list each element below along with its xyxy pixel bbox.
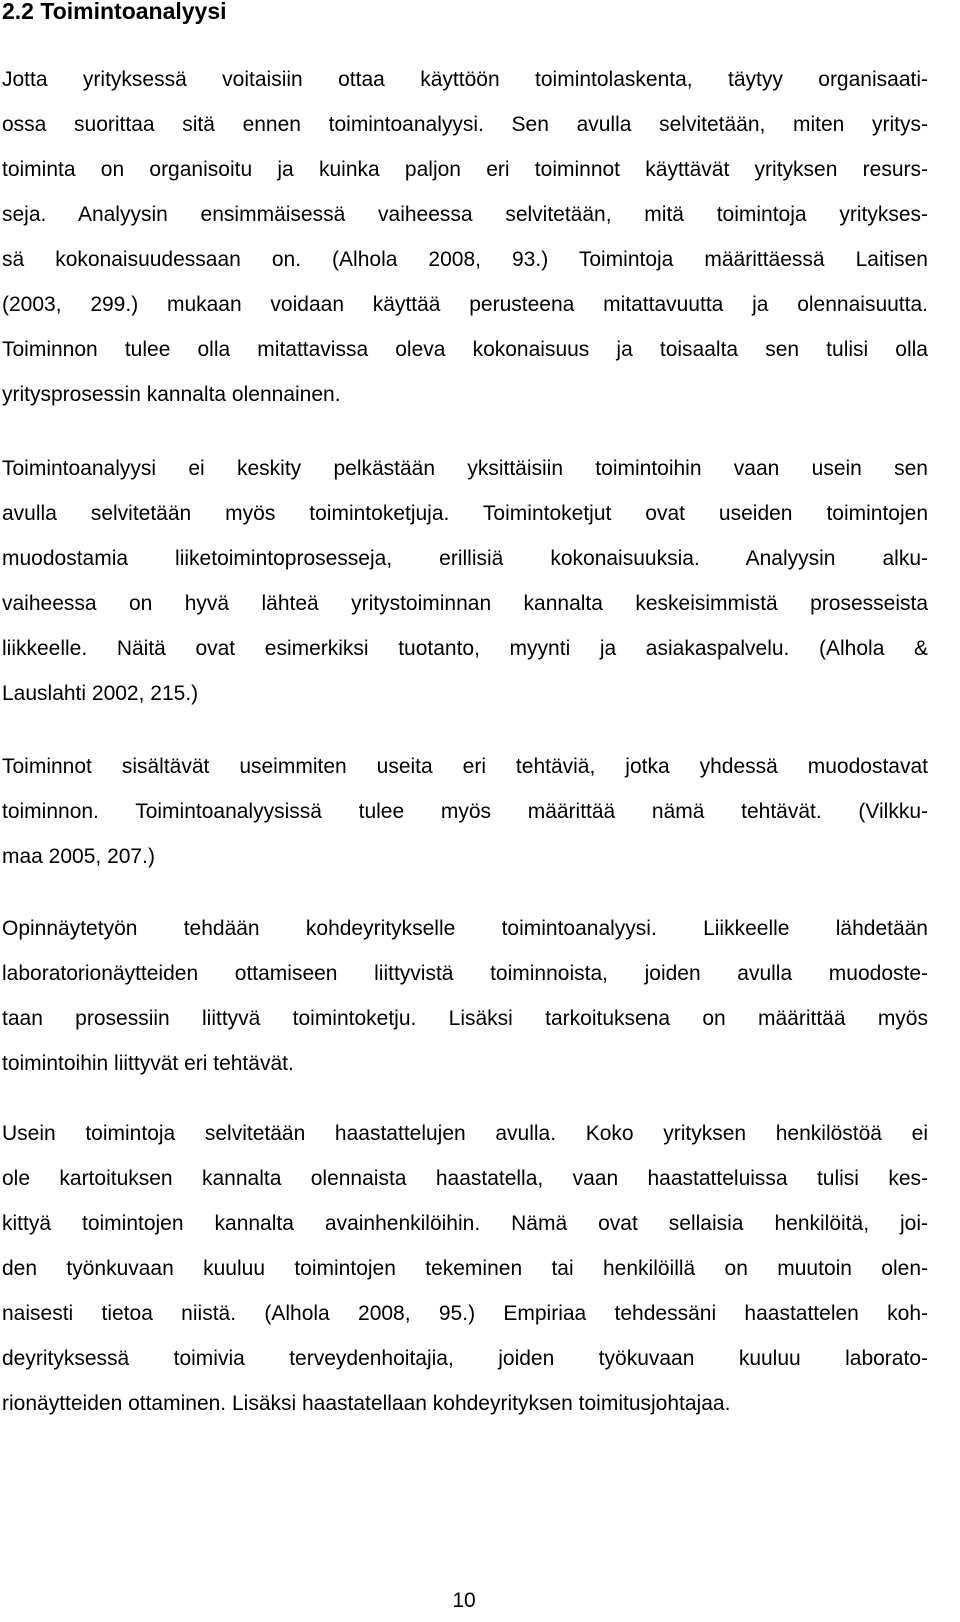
text-line: Toiminnot sisältävät useimmiten useita eri tehtäviä, jotka yhdessä muodostavat bbox=[2, 755, 928, 778]
text-line: sä kokonaisuudessaan on. (Alhola 2008, 93.) Toimintoja määrittäessä Laitisen bbox=[2, 248, 928, 271]
text-line: ossa suorittaa sitä ennen toimintoanalyysi. Sen avulla selvitetään, miten yritys- bbox=[2, 113, 928, 136]
page-number: 10 bbox=[452, 1589, 476, 1612]
text-line: (2003, 299.) mukaan voidaan käyttää perusteena mitattavuutta ja olennaisuutta. bbox=[2, 293, 928, 316]
text-line: toiminnon. Toimintoanalyysissä tulee myös määrittää nämä tehtävät. (Vilkku- bbox=[2, 800, 928, 823]
text-line: avulla selvitetään myös toimintoketjuja. Toimintoketjut ovat useiden toimintojen bbox=[2, 502, 928, 525]
text-line: yritysprosessin kannalta olennainen. bbox=[2, 383, 341, 406]
text-line: rionäytteiden ottaminen. Lisäksi haastatellaan kohdeyrityksen toimitusjohtajaa. bbox=[2, 1392, 731, 1415]
text-line: deyrityksessä toimivia terveydenhoitajia, joiden työkuvaan kuuluu laborato- bbox=[2, 1347, 928, 1370]
text-line: muodostamia liiketoimintoprosesseja, erillisiä kokonaisuuksia. Analyysin alku- bbox=[2, 547, 928, 570]
text-line: toimintoihin liittyvät eri tehtävät. bbox=[2, 1052, 294, 1075]
text-line: ole kartoituksen kannalta olennaista haastatella, vaan haastatteluissa tulisi kes- bbox=[2, 1167, 928, 1190]
paragraph-4 bbox=[2, 906, 928, 1086]
paragraph-5 bbox=[2, 1111, 928, 1426]
text-line: Usein toimintoja selvitetään haastattelujen avulla. Koko yrityksen henkilöstöä ei bbox=[2, 1122, 928, 1145]
text-line: vaiheessa on hyvä lähteä yritystoiminnan kannalta keskeisimmistä prosesseista bbox=[2, 592, 928, 615]
text-line: toiminta on organisoitu ja kuinka paljon eri toiminnot käyttävät yrityksen resurs- bbox=[2, 158, 928, 181]
text-line: seja. Analyysin ensimmäisessä vaiheessa selvitetään, mitä toimintoja yritykses- bbox=[2, 203, 928, 226]
text-line: den työnkuvaan kuuluu toimintojen tekeminen tai henkilöillä on muutoin olen- bbox=[2, 1257, 928, 1280]
text-line: Toimintoanalyysi ei keskity pelkästään yksittäisiin toimintoihin vaan usein sen bbox=[2, 457, 928, 480]
section-heading: 2.2 Toimintoanalyysi bbox=[2, 0, 227, 24]
text-line: Opinnäytetyön tehdään kohdeyritykselle toimintoanalyysi. Liikkeelle lähdetään bbox=[2, 917, 928, 940]
text-line: laboratorionäytteiden ottamiseen liittyvistä toiminnoista, joiden avulla muodoste- bbox=[2, 962, 928, 985]
text-line: kittyä toimintojen kannalta avainhenkilöihin. Nämä ovat sellaisia henkilöitä, joi- bbox=[2, 1212, 928, 1235]
paragraph-1 bbox=[2, 57, 928, 417]
text-line: Jotta yrityksessä voitaisiin ottaa käyttöön toimintolaskenta, täytyy organisaati- bbox=[2, 68, 928, 91]
text-line: taan prosessiin liittyvä toimintoketju. Lisäksi tarkoituksena on määrittää myös bbox=[2, 1007, 928, 1030]
text-line: liikkeelle. Näitä ovat esimerkiksi tuotanto, myynti ja asiakaspalvelu. (Alhola & bbox=[2, 637, 928, 660]
text-line: naisesti tietoa niistä. (Alhola 2008, 95.) Empiriaa tehdessäni haastattelen koh- bbox=[2, 1302, 928, 1325]
text-line: Lauslahti 2002, 215.) bbox=[2, 682, 199, 705]
text-line: maa 2005, 207.) bbox=[2, 845, 155, 868]
text-line: Toiminnon tulee olla mitattavissa oleva kokonaisuus ja toisaalta sen tulisi olla bbox=[2, 338, 928, 361]
paragraph-3 bbox=[2, 744, 928, 879]
paragraph-2 bbox=[2, 446, 928, 716]
